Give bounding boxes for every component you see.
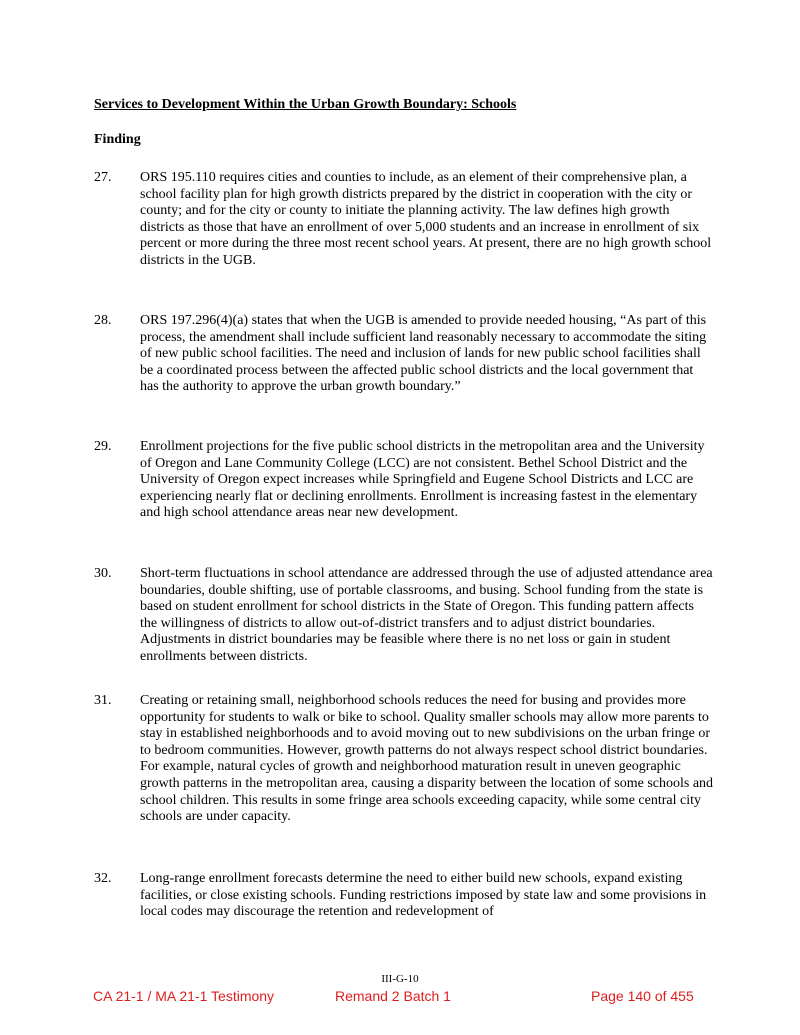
paragraph-text: Short-term fluctuations in school attendance are addressed through the use of adjusted attendance area boundaries, double shifting, use of portable classrooms, and busing. School funding from the state is based on student enrollment for school districts in the State of Oregon. This funding pattern affects the willingness of districts to allow out-of-district transfers and to adjust district boundaries. Adjustments in district boundaries may be feasible where there is no net loss or gain in student enrollments between districts.: [140, 566, 713, 664]
paragraph-number: 31.: [94, 693, 112, 708]
paragraph-text: ORS 195.110 requires cities and counties to include, as an element of their comprehensive plan, a school facility plan for high growth districts prepared by the district in cooperation with the city or county; and for the city or county to initiate the planning activity. The law defines high growth districts as those that have an enrollment of over 5,000 students and an increase in enrollment of six percent or more during the three most recent school years. At present, there are no high growth school districts in the UGB.: [140, 170, 712, 268]
paragraph-number: 28.: [94, 313, 112, 328]
footer-batch-label: Remand 2 Batch 1: [335, 988, 451, 1004]
paragraph-number: 29.: [94, 439, 112, 454]
footer-testimony-label: CA 21-1 / MA 21-1 Testimony: [93, 988, 275, 1004]
paragraph-28: [94, 313, 714, 396]
paragraph-31: [94, 693, 714, 826]
finding-subheading: Finding: [94, 132, 141, 147]
page-number: III-G-10: [381, 973, 419, 985]
paragraph-text: Creating or retaining small, neighborhood schools reduces the need for busing and provides more opportunity for students to walk or bike to school. Quality smaller schools may allow more parents to stay in established neighborhoods and to avoid moving out to new subdivisions on the urban fringe or to bedroom communities. However, growth patterns do not always respect school district boundaries. For example, natural cycles of growth and neighborhood maturation result in uneven geographic growth patterns in the metropolitan area, causing a disparity between the location of some schools and school children. This results in some fringe area schools exceeding capacity, while some central city schools are under capacity.: [140, 693, 714, 825]
paragraph-number: 30.: [94, 566, 112, 581]
paragraph-30: [94, 566, 714, 666]
footer-page-count: Page 140 of 455: [591, 988, 694, 1004]
paragraph-number: 32.: [94, 871, 112, 886]
section-heading: Services to Development Within the Urban Growth Boundary: Schools: [94, 97, 517, 112]
paragraph-text: ORS 197.296(4)(a) states that when the UGB is amended to provide needed housing, “As part of this process, the amendment shall include sufficient land reasonably necessary to accommodate the siting of new public school facilities. The need and inclusion of lands for new public school facilities shall be a coordinated process between the affected public school districts and the local government that has the authority to approve the urban growth boundary.”: [140, 313, 707, 395]
paragraph-27: [94, 170, 714, 270]
paragraph-29: [94, 439, 714, 522]
paragraph-number: 27.: [94, 170, 112, 185]
paragraph-32: [94, 871, 714, 921]
paragraph-text: Enrollment projections for the five public school districts in the metropolitan area and the University of Oregon and Lane Community College (LCC) are not consistent. Bethel School District and the University of Oregon expect increases while Springfield and Eugene School Districts and LCC are experiencing nearly flat or declining enrollments. Enrollment is increasing fastest in the elementary and high school attendance areas near new development.: [140, 439, 705, 521]
paragraph-text: Long-range enrollment forecasts determine the need to either build new schools, expand existing facilities, or close existing schools. Funding restrictions imposed by state law and some provisions in local codes may discourage the retention and redevelopment of: [140, 871, 707, 920]
